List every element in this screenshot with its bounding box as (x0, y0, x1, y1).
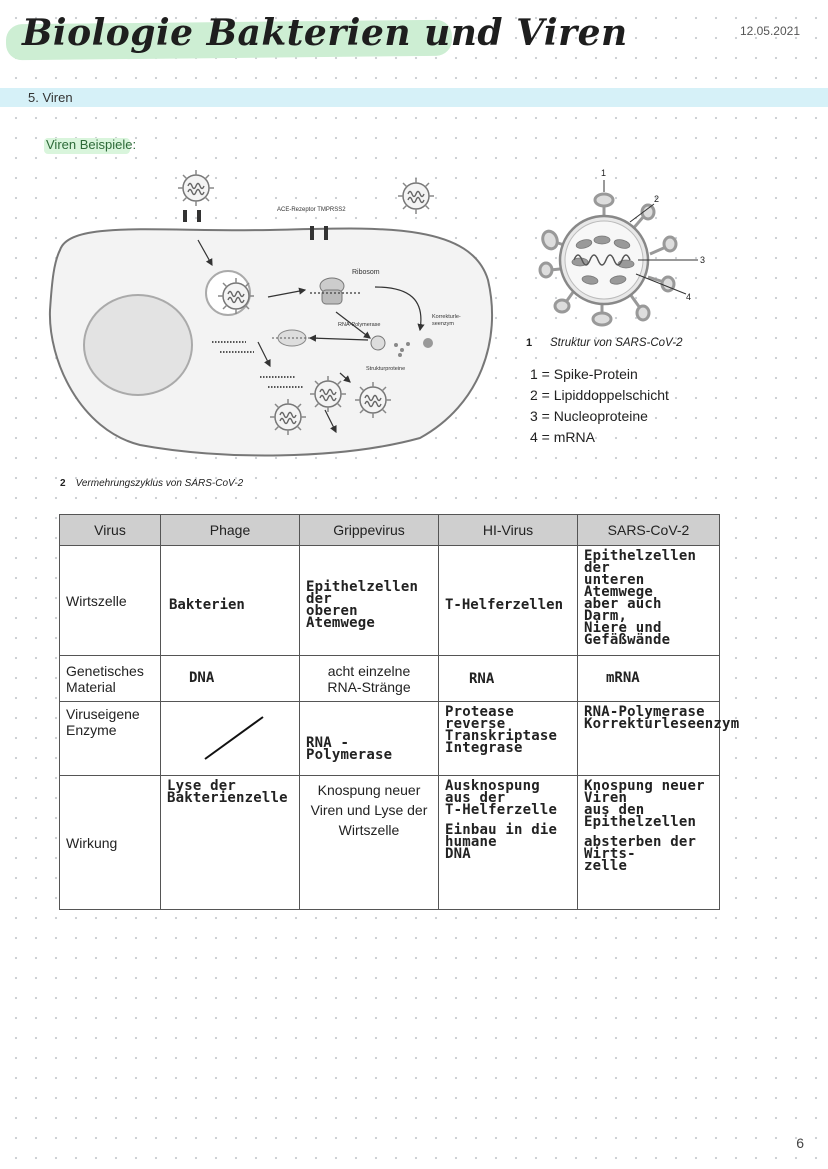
table-header-row (60, 515, 720, 546)
cell-grippe-wirkung (300, 776, 439, 910)
cell-line: Ausknospung aus der (445, 778, 540, 806)
cell-phage-wirtszelle: Bakterien (161, 546, 300, 656)
cell-line: Korrekturleseenzym (584, 716, 740, 732)
page-number: 6 (796, 1135, 804, 1151)
cell-hiv-enzyme (439, 702, 578, 776)
cell-line: RNA-Stränge (327, 678, 411, 695)
legend-item: 1 = Spike-Protein (530, 366, 638, 382)
callout-2: 2 (654, 194, 660, 204)
legend-item: 3 = Nucleoproteine (530, 408, 648, 424)
section-heading: 5. Viren (28, 90, 73, 105)
cell-line: Wirtszelle (338, 822, 400, 838)
cell-sars-wirtszelle (578, 546, 720, 656)
virus-comparison-table (59, 514, 740, 910)
table-row (60, 656, 720, 702)
section-band (0, 88, 828, 107)
cell-line: Genetisches (66, 662, 144, 679)
table-row (60, 546, 720, 656)
cell-sars-genetisch: mRNA (578, 656, 720, 702)
cell-hiv-wirtszelle: T-Helferzellen (439, 546, 578, 656)
cell-line: oberen Atemwege (306, 602, 376, 631)
virus-structure-figure (526, 162, 726, 352)
receptor-label: ACE-Rezeptor TMPRSS2 (277, 207, 346, 213)
rna-polymerase-label: RNA-Polymerase (338, 322, 381, 328)
cell-line: Knospung neuer Viren (584, 778, 705, 806)
cell-line: Enzyme (66, 722, 117, 738)
cell-line: Integrase (445, 740, 523, 756)
structure-legend (530, 364, 669, 448)
cell-line: unteren Atemwege (584, 572, 654, 600)
cell-line: Protease (445, 704, 515, 720)
structure-caption-number: 1 (526, 337, 533, 349)
cell-grippe-enzyme: RNA - Polymerase (300, 702, 439, 776)
cell-line: acht einzelne (327, 662, 411, 679)
cell-grippe-wirtszelle (300, 546, 439, 656)
table-row (60, 776, 720, 910)
cell-line: Viruseigene (66, 706, 140, 722)
cell-hiv-wirkung (439, 776, 578, 910)
korrektur-label-2: seenzym (432, 321, 455, 327)
cell-line: aber auch Darm, (584, 596, 662, 624)
cell-line: Epithelzellen der (584, 548, 697, 576)
cell-line: Niere und Gefäßwände (584, 620, 671, 648)
cell-line: reverse Transkriptase (445, 716, 558, 744)
cell-line: T-Helferzelle (445, 802, 558, 818)
cell-line: Viren und Lyse der (310, 802, 428, 818)
legend-item: 4 = mRNA (530, 429, 595, 445)
callout-3: 3 (700, 255, 706, 265)
header-phage: Phage (161, 515, 300, 546)
callout-4: 4 (686, 292, 692, 302)
row-label-viruseigene-enzyme (60, 702, 161, 776)
cell-line: aus den Epithelzellen (584, 802, 697, 830)
cell-phage-genetisch: DNA (161, 656, 300, 702)
cell-line: Material (66, 678, 116, 695)
replication-cycle-caption (60, 478, 243, 489)
cell-phage-enzyme-empty (161, 702, 300, 776)
callout-1: 1 (601, 168, 607, 178)
cell-line: DNA (445, 846, 471, 862)
cell-sars-enzyme (578, 702, 740, 776)
header-hi-virus: HI-Virus (439, 515, 578, 546)
cell-line: zelle (584, 858, 628, 874)
cell-line: Bakterienzelle (167, 790, 288, 806)
row-label-wirtszelle: Wirtszelle (60, 546, 161, 656)
legend-item: 2 = Lipiddoppelschicht (530, 387, 669, 403)
row-label-wirkung: Wirkung (60, 776, 161, 910)
page-title: Biologie Bakterien und Viren (22, 12, 628, 54)
table-row (60, 702, 720, 776)
header-virus: Virus (60, 515, 161, 546)
replication-cycle-figure (40, 160, 500, 465)
date: 12.05.2021 (739, 24, 800, 38)
subheading: Viren Beispiele: (46, 137, 137, 152)
cell-hiv-genetisch: RNA (439, 656, 578, 702)
caption-text: Vermehrungszyklus von SARS-CoV-2 (75, 478, 244, 489)
row-label-genetisches-material (60, 656, 161, 702)
cell-line: RNA-Polymerase (584, 704, 705, 720)
cell-line: Einbau in die humane (445, 822, 558, 850)
cell-line: Lyse der (167, 778, 237, 794)
header-sars-cov-2: SARS-CoV-2 (578, 515, 720, 546)
cell-sars-wirkung (578, 776, 720, 910)
cell-line: absterben der Wirts- (584, 834, 697, 862)
cell-line: Knospung neuer (317, 782, 421, 798)
header-grippevirus: Grippevirus (300, 515, 439, 546)
strukturproteine-label: Strukturproteine (366, 366, 406, 372)
structure-caption-text: Struktur von SARS-CoV-2 (550, 337, 683, 349)
caption-number: 2 (60, 478, 66, 489)
korrektur-label-1: Korrekturle- (432, 314, 461, 320)
cell-phage-wirkung (161, 776, 300, 910)
ribosom-label: Ribosom (352, 269, 380, 276)
cell-line: Epithelzellen der (306, 578, 419, 607)
cell-grippe-genetisch (300, 656, 439, 702)
strike-line-icon (167, 707, 287, 767)
